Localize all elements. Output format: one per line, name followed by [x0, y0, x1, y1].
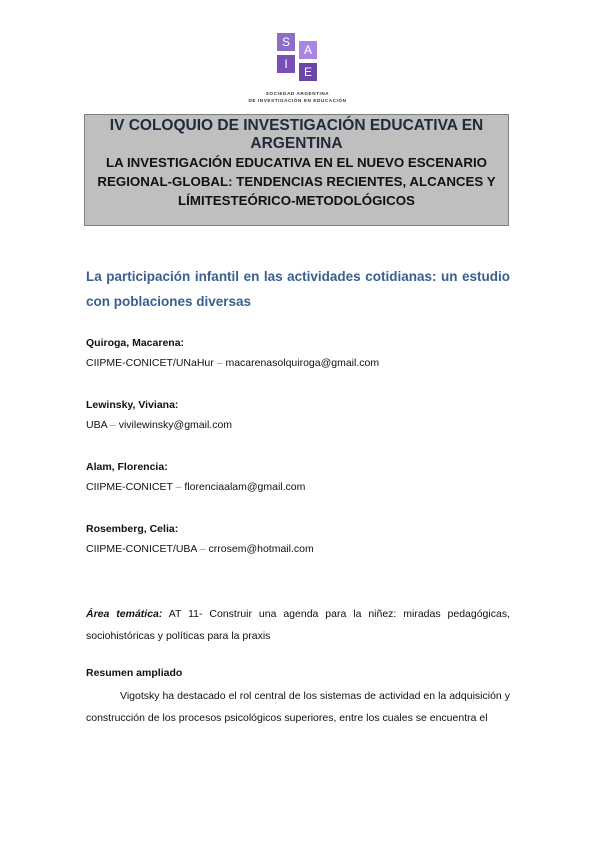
conference-subtitle: LA INVESTIGACIÓN EDUCATIVA EN EL NUEVO ESCENARIO REGIONAL-GLOBAL: TENDENCIAS RECIENTES, ALCANCES Y LÍMITESTEÓRICO-METODOLÓGICOS — [97, 155, 496, 208]
separator: – — [109, 419, 116, 431]
affiliation-text: CIIPME-CONICET — [86, 481, 173, 493]
conference-title: IV COLOQUIO DE INVESTIGACIÓN EDUCATIVA EN ARGENTINA — [109, 117, 484, 152]
thematic-area-text: AT 11- Construir una agenda para la niñez: miradas pedagógicas, sociohistóricas y políticas para la praxis — [86, 608, 510, 642]
paper-title: La participación infantil en las actividades cotidianas: un estudio con poblaciones diversas — [86, 269, 510, 309]
author-affiliation — [86, 419, 232, 431]
saie-logo — [245, 33, 350, 105]
affiliation-text: CIIPME-CONICET/UBA — [86, 543, 197, 555]
author-email: crrosem@hotmail.com — [208, 543, 314, 555]
logo-letter-e: E — [299, 63, 317, 81]
author-affiliation — [86, 481, 305, 493]
author-email: vivilewinsky@gmail.com — [118, 419, 233, 431]
author-name: Alam, Florencia: — [86, 461, 168, 473]
affiliation-text: UBA — [86, 419, 108, 431]
separator: – — [175, 481, 182, 493]
logo-letter-s: S — [277, 33, 295, 51]
conference-title-box — [84, 114, 509, 226]
logo-letter-i: I — [277, 55, 295, 73]
logo-mark — [277, 33, 319, 85]
author-affiliation — [86, 357, 379, 369]
separator: – — [199, 543, 206, 555]
author-name: Quiroga, Macarena: — [86, 337, 185, 349]
author-email: florenciaalam@gmail.com — [184, 481, 306, 493]
author-email: macarenasolquiroga@gmail.com — [225, 357, 380, 369]
abstract-paragraph: Vigotsky ha destacado el rol central de los sistemas de actividad en la adquisición y construcción de los procesos psicológicos superiores, entre los cuales se encuentra el — [86, 690, 510, 724]
logo-letter-a: A — [299, 41, 317, 59]
logo-caption-line1: SOCIEDAD ARGENTINA — [265, 91, 330, 96]
author-affiliation — [86, 543, 314, 555]
author-name: Rosemberg, Celia: — [86, 523, 179, 535]
thematic-area — [86, 603, 510, 647]
thematic-area-label: Área temática: — [86, 608, 163, 620]
separator: – — [216, 357, 223, 369]
logo-caption-line2: DE INVESTIGACIÓN EN EDUCACIÓN — [248, 98, 347, 103]
abstract-heading: Resumen ampliado — [86, 667, 183, 679]
affiliation-text: CIIPME-CONICET/UNaHur — [86, 357, 214, 369]
author-name: Lewinsky, Viviana: — [86, 399, 179, 411]
